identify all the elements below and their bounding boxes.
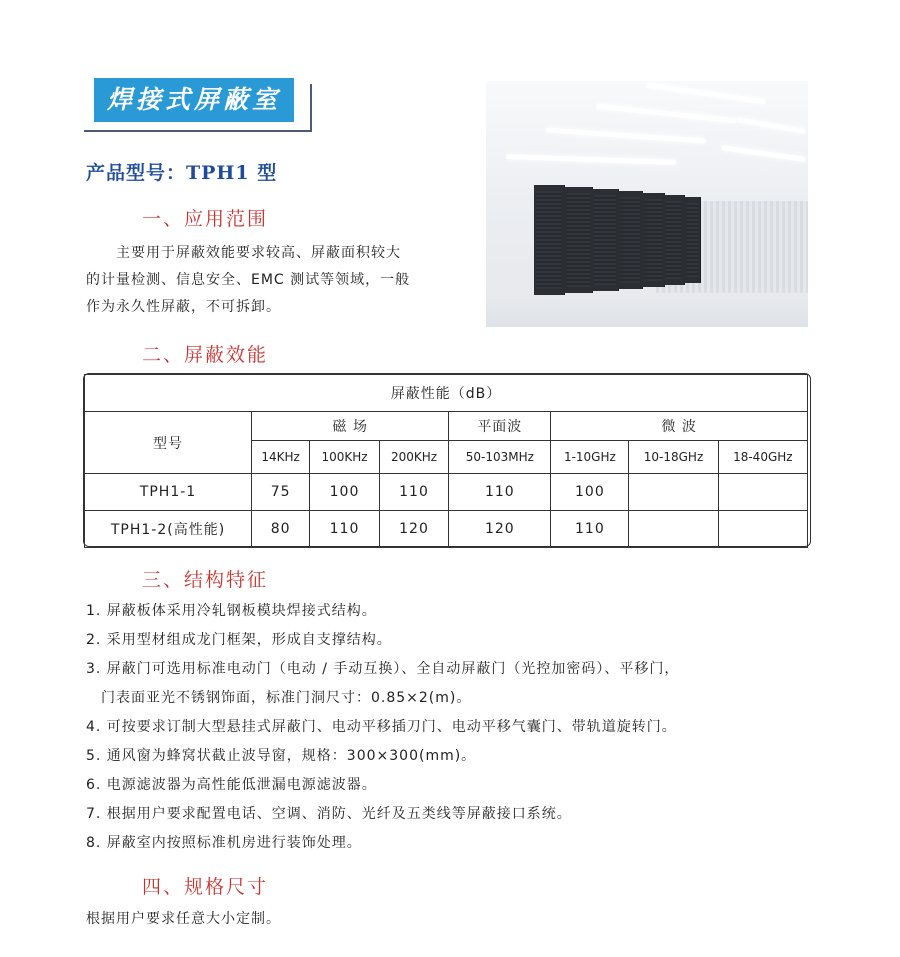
freq-header: 200KHz — [379, 441, 449, 474]
section-title-structure: 三、结构特征 — [142, 569, 269, 591]
row-value — [718, 474, 807, 511]
row-value: 100 — [310, 474, 380, 511]
list-item: 3. 屏蔽门可选用标准电动门（电动 / 手动互换）、全自动屏蔽门（光控加密码）、平移门， — [86, 661, 680, 677]
table-caption: 屏蔽性能（dB） — [85, 375, 808, 412]
list-item: 5. 通风窗为蜂窝状截止波导窗，规格：300×300(mm)。 — [86, 748, 477, 764]
list-item-continuation: 门表面亚光不锈钢饰面，标准门洞尺寸：0.85×2(m)。 — [101, 690, 472, 706]
row-model: TPH1-1 — [85, 474, 252, 511]
shielding-performance-table — [84, 374, 808, 548]
row-value: 75 — [252, 474, 310, 511]
row-value: 80 — [252, 511, 310, 548]
feature-list — [86, 597, 679, 858]
list-item: 6. 电源滤波器为高性能低泄漏电源滤波器。 — [86, 777, 377, 793]
freq-header: 10-18GHz — [629, 441, 718, 474]
section-title-size: 四、规格尺寸 — [142, 876, 269, 898]
application-line-2: 的计量检测、信息安全、EMC 测试等领域，一般 — [86, 272, 411, 288]
row-value: 110 — [310, 511, 380, 548]
application-paragraph — [86, 240, 476, 321]
freq-header: 50-103MHz — [449, 441, 551, 474]
row-value: 100 — [551, 474, 629, 511]
freq-header: 100KHz — [310, 441, 380, 474]
freq-header: 1-10GHz — [551, 441, 629, 474]
list-item: 2. 采用型材组成龙门框架，形成自支撑结构。 — [86, 632, 392, 648]
shielded-room-photo — [486, 81, 808, 327]
group-header-microwave: 微 波 — [551, 412, 808, 441]
table-row — [85, 474, 808, 511]
table-row — [85, 511, 808, 548]
list-item: 1. 屏蔽板体采用冷轧钢板模块焊接式结构。 — [86, 603, 377, 619]
section-title-application: 一、应用范围 — [142, 208, 269, 230]
row-value: 120 — [449, 511, 551, 548]
list-item: 8. 屏蔽室内按照标准机房进行装饰处理。 — [86, 835, 362, 851]
model-header: 型号 — [85, 412, 252, 474]
row-value: 120 — [379, 511, 449, 548]
row-model: TPH1-2(高性能) — [85, 511, 252, 548]
row-value — [629, 511, 718, 548]
row-value — [718, 511, 807, 548]
row-value: 110 — [551, 511, 629, 548]
freq-header: 18-40GHz — [718, 441, 807, 474]
application-line-1: 主要用于屏蔽效能要求较高、屏蔽面积较大 — [86, 245, 401, 261]
group-header-plane-wave: 平面波 — [449, 412, 551, 441]
group-header-magnetic: 磁 场 — [252, 412, 449, 441]
section-title-performance: 二、屏蔽效能 — [142, 344, 269, 366]
row-value: 110 — [449, 474, 551, 511]
row-value — [629, 474, 718, 511]
freq-header: 14KHz — [252, 441, 310, 474]
application-line-3: 作为永久性屏蔽，不可拆卸。 — [86, 299, 281, 315]
row-value: 110 — [379, 474, 449, 511]
size-paragraph: 根据用户要求任意大小定制。 — [86, 911, 281, 927]
product-title-badge: 焊接式屏蔽室 — [94, 78, 294, 122]
list-item: 4. 可按要求订制大型悬挂式屏蔽门、电动平移插刀门、电动平移气囊门、带轨道旋转门。 — [86, 719, 677, 735]
list-item: 7. 根据用户要求配置电话、空调、消防、光纤及五类线等屏蔽接口系统。 — [86, 806, 572, 822]
product-model: 产品型号：TPH1 型 — [86, 162, 278, 184]
